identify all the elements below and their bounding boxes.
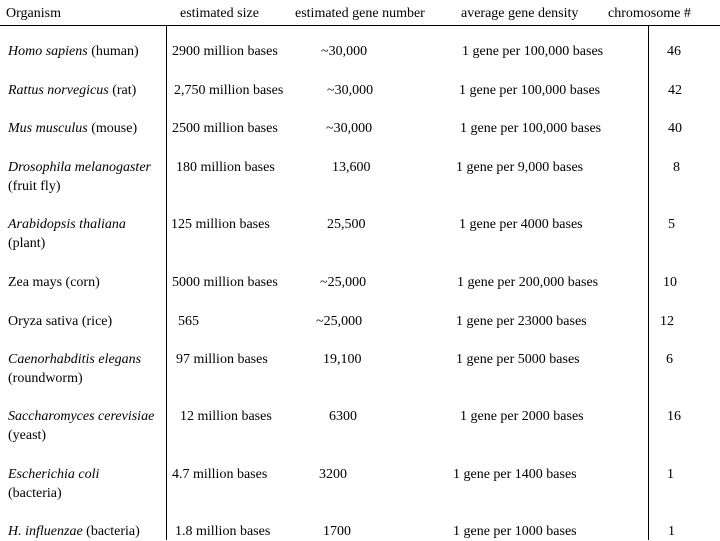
gene-density: 1 gene per 200,000 bases: [457, 275, 599, 290]
chromosome-count: 6: [666, 352, 673, 367]
estimated-gene-number: 25,500: [327, 217, 366, 232]
gene-density: 1 gene per 100,000 bases: [462, 44, 604, 59]
organism-latin-name: Saccharomyces cerevisiae: [8, 409, 155, 424]
gene-density: 1 gene per 1000 bases: [453, 524, 577, 539]
column-divider-1: [166, 25, 167, 540]
estimated-size: 2500 million bases: [172, 121, 278, 136]
organism-name: [8, 119, 137, 138]
estimated-gene-number: 3200: [319, 467, 347, 482]
header-chromosome-count: chromosome #: [608, 6, 691, 21]
organism-latin-name: Mus musculus: [8, 121, 88, 136]
chromosome-count: 12: [660, 314, 674, 329]
chromosome-count: 5: [668, 217, 675, 232]
chromosome-count: 40: [668, 121, 682, 136]
estimated-gene-number: 19,100: [323, 352, 362, 367]
chromosome-count: 8: [673, 160, 680, 175]
header-estimated-gene-number: estimated gene number: [295, 6, 425, 21]
estimated-gene-number: ~30,000: [326, 121, 373, 136]
chromosome-count: 1: [667, 467, 674, 482]
estimated-size: 1.8 million bases: [175, 524, 271, 539]
organism-latin-name: Arabidopsis thaliana: [8, 217, 126, 232]
organism-latin-name: Rattus norvegicus: [8, 83, 109, 98]
estimated-size: 97 million bases: [176, 352, 268, 367]
organism-name: [8, 522, 140, 541]
organism-common-name-line2: (plant): [8, 236, 46, 251]
chromosome-count: 42: [668, 83, 682, 98]
organism-latin-name: Drosophila melanogaster: [8, 160, 151, 175]
organism-name: [8, 350, 141, 369]
estimated-gene-number: ~25,000: [316, 314, 363, 329]
header-average-gene-density: average gene density: [461, 6, 579, 21]
estimated-size: 180 million bases: [176, 160, 275, 175]
organism-common-name: (mouse): [87, 121, 138, 136]
header-estimated-size: estimated size: [180, 6, 259, 21]
header-rule: [0, 25, 720, 26]
gene-density: 1 gene per 2000 bases: [460, 409, 584, 424]
organism-name: [8, 81, 136, 100]
organism-name: [8, 215, 126, 234]
organism-name: [8, 312, 112, 331]
estimated-size: 125 million bases: [171, 217, 270, 232]
organism-common-name-line2: (yeast): [8, 428, 47, 443]
estimated-gene-number: 13,600: [332, 160, 371, 175]
organism-name: [8, 158, 151, 177]
estimated-size: 2900 million bases: [172, 44, 278, 59]
organism-name: [8, 407, 154, 426]
estimated-gene-number: 1700: [323, 524, 351, 539]
estimated-size: 12 million bases: [180, 409, 272, 424]
organism-common-name: (rat): [108, 83, 137, 98]
organism-latin-name: Caenorhabditis elegans: [8, 352, 142, 367]
estimated-gene-number: ~30,000: [327, 83, 374, 98]
gene-density: 1 gene per 5000 bases: [456, 352, 580, 367]
estimated-gene-number: ~30,000: [321, 44, 368, 59]
chromosome-count: 1: [668, 524, 675, 539]
chromosome-count: 16: [667, 409, 681, 424]
organism-common-name-line2: (fruit fly): [8, 179, 61, 194]
organism-name: [8, 465, 99, 484]
gene-density: 1 gene per 9,000 bases: [456, 160, 584, 175]
organism-latin-name: Homo sapiens: [8, 44, 88, 59]
gene-density: 1 gene per 23000 bases: [456, 314, 587, 329]
organism-latin-name: H. influenzae: [8, 524, 83, 539]
organism-common-name: Zea mays (corn): [8, 275, 100, 290]
organism-common-name: Oryza sativa (rice): [8, 314, 113, 329]
estimated-size: 2,750 million bases: [174, 83, 284, 98]
gene-density: 1 gene per 1400 bases: [453, 467, 577, 482]
gene-density: 1 gene per 100,000 bases: [459, 83, 601, 98]
chromosome-count: 46: [667, 44, 681, 59]
organism-name: [8, 42, 139, 61]
organism-common-name-line2: (bacteria): [8, 486, 62, 501]
organism-common-name: (human): [87, 44, 139, 59]
gene-density: 1 gene per 100,000 bases: [460, 121, 602, 136]
estimated-gene-number: ~25,000: [320, 275, 367, 290]
header-organism: Organism: [6, 6, 61, 21]
chromosome-count: 10: [663, 275, 677, 290]
column-divider-2: [648, 25, 649, 540]
estimated-size: 4.7 million bases: [172, 467, 268, 482]
organism-common-name-line2: (roundworm): [8, 371, 83, 386]
organism-name: [8, 273, 100, 292]
organism-latin-name: Escherichia coli: [8, 467, 100, 482]
gene-density: 1 gene per 4000 bases: [459, 217, 583, 232]
estimated-size: 5000 million bases: [172, 275, 278, 290]
organism-common-name: (bacteria): [82, 524, 140, 539]
estimated-gene-number: 6300: [329, 409, 357, 424]
estimated-size: 565: [178, 314, 199, 329]
